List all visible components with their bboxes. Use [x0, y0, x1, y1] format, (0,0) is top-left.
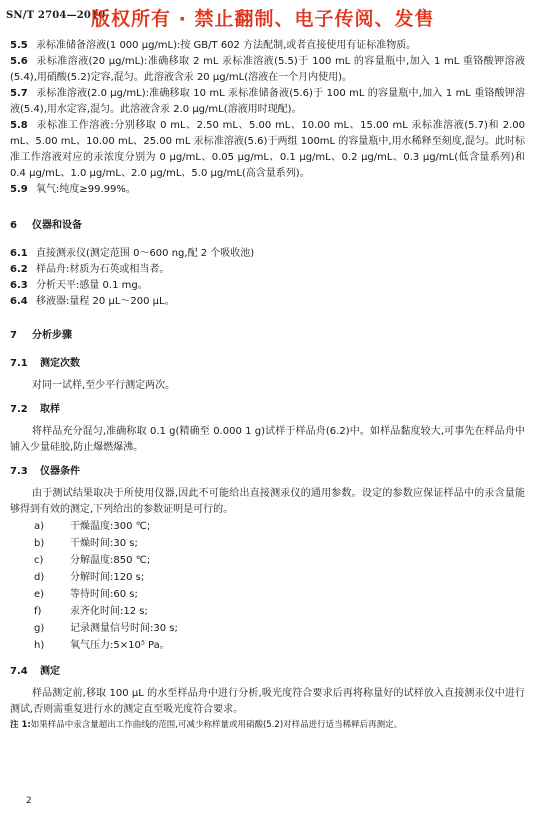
page-number: 2	[26, 796, 32, 806]
clause-number: 5.9	[10, 184, 28, 195]
list-label: a)	[34, 521, 45, 532]
list-text: 氧气压力:5×10⁵ Pa。	[70, 640, 170, 651]
note-label: 注 1:	[10, 720, 31, 730]
section-number: 7	[10, 330, 17, 341]
standard-code: SN/T 2704—2010	[6, 10, 106, 21]
list-text: 汞齐化时间:12 s;	[70, 606, 148, 617]
list-item	[10, 603, 525, 620]
list-item	[10, 518, 525, 535]
clause-number: 6.3	[10, 280, 28, 291]
clause-number: 5.8	[10, 120, 28, 131]
clause-text: 汞标准储备溶液(1 000 μg/mL):按 GB/T 602 方法配制,或者直接使用有证标准物质。	[36, 40, 417, 51]
list-item	[10, 535, 525, 552]
clause-number: 5.7	[10, 88, 28, 99]
subsection-number: 7.2	[10, 404, 28, 415]
clause-text: 汞标准溶液(20 μg/mL):准确移取 2 mL 汞标准溶液(5.5)于 100 mL 的容量瓶中,加入 1 mL 重铬酸钾溶液(5.4),用硝酸(5.2)定容,混匀。此溶液含汞 20 μg/mL(溶液在一个月内使用)。	[10, 56, 525, 83]
clause-text: 分析天平:感量 0.1 mg。	[36, 280, 148, 291]
list-item	[10, 552, 525, 569]
clause-5-6	[10, 54, 525, 86]
list-item	[10, 620, 525, 637]
copyright-watermark: 版权所有 · 禁止翻制、电子传阅、发售	[91, 8, 435, 30]
subsection-title: 测定次数	[40, 358, 80, 369]
document-body	[10, 38, 525, 732]
clause-number: 6.2	[10, 264, 28, 275]
subsection-7-3-text: 由于测试结果取决于所使用仪器,因此不可能给出直接测汞仪的通用参数。设定的参数应保证样品中的汞含量能够得到有效的测定,下列给出的参数证明是可行的。	[10, 488, 525, 515]
section-number: 6	[10, 220, 17, 231]
list-text: 分解温度:850 ℃;	[70, 555, 151, 566]
subsection-7-1-heading	[10, 356, 525, 372]
clause-5-7	[10, 86, 525, 118]
clause-text: 样品舟:材质为石英或相当者。	[36, 264, 170, 275]
clause-6-2	[10, 262, 525, 278]
list-label: c)	[34, 555, 44, 566]
subsection-7-3-heading	[10, 464, 525, 480]
clause-number: 6.4	[10, 296, 28, 307]
subsection-title: 仪器条件	[40, 466, 80, 477]
clause-5-8	[10, 118, 525, 182]
subsection-title: 取样	[40, 404, 60, 415]
clause-text: 移液器:量程 20 μL～200 μL。	[36, 296, 175, 307]
clause-number: 6.1	[10, 248, 28, 259]
list-text: 分解时间:120 s;	[70, 572, 145, 583]
clause-6-3	[10, 278, 525, 294]
section-7-heading	[10, 328, 525, 344]
subsection-7-2-text: 将样品充分混匀,准确称取 0.1 g(精确至 0.000 1 g)试样于样品舟(6.2)中。如样品黏度较大,可事先在样品舟中铺入少量硅胶,防止爆燃爆沸。	[10, 426, 525, 453]
subsection-7-4-heading	[10, 664, 525, 680]
clause-text: 汞标准工作溶液:分别移取 0 mL、2.50 mL、5.00 mL、10.00 mL、15.00 mL 汞标准溶液(5.7)和 2.00 mL、5.00 mL、10.00 mL、25.00 mL 汞标准溶液(5.6)于两组 100mL 的容量瓶中,用水稀释至刻度,混匀。此时标准工作溶液对应的汞浓度分别为 0 μg/mL、0.05 μg/mL、0.1 μg/mL、0.2 μg/mL、0.3 μg/mL(低含量系列)和 0.4 μg/mL、1.0 μg/mL、2.0 μg/mL、5.0 μg/mL(高含量系列)。	[10, 120, 525, 179]
list-label: f)	[34, 606, 42, 617]
page-header	[6, 4, 531, 32]
clause-6-1	[10, 246, 525, 262]
clause-number: 5.5	[10, 40, 28, 51]
subsection-number: 7.3	[10, 466, 28, 477]
list-label: e)	[34, 589, 45, 600]
clause-5-5	[10, 38, 525, 54]
list-text: 记录测量信号时间:30 s;	[70, 623, 178, 634]
clause-text: 氧气:纯度≥99.99%。	[36, 184, 136, 195]
list-label: b)	[34, 538, 45, 549]
section-title: 仪器和设备	[32, 220, 82, 231]
list-text: 干燥时间:30 s;	[70, 538, 138, 549]
subsection-7-2-heading	[10, 402, 525, 418]
subsection-7-4-text: 样品测定前,移取 100 μL 的水至样品舟中进行分析,吸光度符合要求后再将称量好的试样放入直接测汞仪中进行测试,否则需重复进行水的测定直至吸光度符合要求。	[10, 688, 525, 715]
list-item	[10, 569, 525, 586]
subsection-title: 测定	[40, 666, 60, 677]
list-text: 等待时间:60 s;	[70, 589, 138, 600]
list-label: h)	[34, 640, 45, 651]
subsection-number: 7.1	[10, 358, 28, 369]
clause-6-4	[10, 294, 525, 310]
section-6-heading	[10, 218, 525, 234]
clause-5-9	[10, 182, 525, 198]
list-item	[10, 637, 525, 654]
instrument-parameter-list	[10, 518, 525, 654]
list-item	[10, 586, 525, 603]
clause-number: 5.6	[10, 56, 28, 67]
clause-text: 汞标准溶液(2.0 μg/mL):准确移取 10 mL 汞标准储备液(5.6)于 100 mL 的容量瓶中,加入 1 mL 重铬酸钾溶液(5.4),用水定容,混匀。此溶液含汞 2.0 μg/mL(溶液用时现配)。	[10, 88, 525, 115]
section-title: 分析步骤	[32, 330, 72, 341]
note	[10, 718, 525, 732]
note-text: 如果样品中汞含量超出工作曲线的范围,可减少称样量或用硝酸(5.2)对样品进行适当稀释后再测定。	[30, 720, 403, 730]
list-text: 干燥温度:300 ℃;	[70, 521, 151, 532]
subsection-number: 7.4	[10, 666, 28, 677]
list-label: g)	[34, 623, 45, 634]
list-label: d)	[34, 572, 45, 583]
clause-text: 直接测汞仪(测定范围 0～600 ng,配 2 个吸收池)	[36, 248, 255, 259]
subsection-7-1-text: 对同一试样,至少平行测定两次。	[32, 380, 176, 391]
